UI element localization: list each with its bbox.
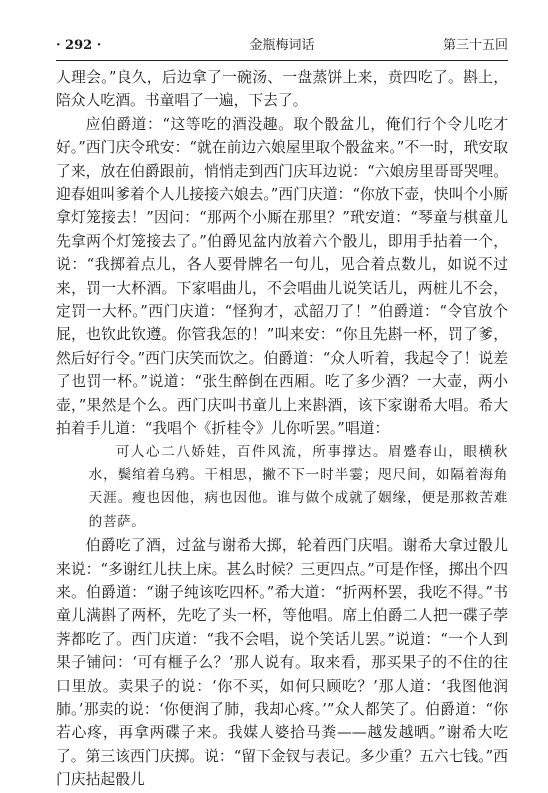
text-body [56,66,508,792]
running-header [56,36,508,56]
paragraph-continued: 人理会。”良久，后边拿了一碗汤、一盘蒸饼上来，贲四吃了。斟上，陪众人吃酒。书童唱了一遍，下去了。 [56,69,508,110]
paragraph: 应伯爵道：“这等吃的酒没趣。取个骰盆儿，俺们行个令儿吃才好。”西门庆令玳安：“就在前边六娘屋里取个骰盆来。”不一时，玳安取了来，放在伯爵跟前，悄悄走到西门庆耳边说：“六娘房里哥哥哭哩。迎春姐叫爹着个人儿接接六娘去。”西门庆道：“你放下壶，快叫个小厮拿灯笼接去！”因问：“那两个小厮在那里？”玳安道：“琴童与棋童儿先拿两个灯笼接去了。”伯爵见盆内放着六个骰儿，即用手拈着一个，说：“我掷着点儿，各人要骨牌名一句儿，见合着点数儿，如说不过来，罚一大杯酒。下家唱曲儿，不会唱曲儿说笑话儿，两桩儿不会，定罚一大杯。”西门庆道：“怪狗才，忒韶刀了！”伯爵道：“令官放个屁，也钦此钦遵。你管我怎的！”叫来安：“你且先斟一杯，罚了爹，然后好行令。”西门庆笑而饮之。伯爵道：“众人听着，我起令了！说差了也罚一杯。”说道：“张生醉倒在西厢。吃了多少酒？一大壶，两小壶，”果然是个么。西门庆叫书童儿上来斟酒，该下家谢希大唱。希大拍着手儿道：“我唱个《折桂令》儿你听罢。”唱道： [56,115,508,438]
paragraph: 伯爵吃了酒，过盆与谢希大掷，轮着西门庆唱。谢希大拿过骰儿来说：“多谢红儿扶上床。甚么时候？三更四点。”可是作怪，掷出个四来。伯爵道：“谢子纯该吃四杯。”希大道：“折两杯罢，我吃不得。”书童儿满斟了两杯，先吃了头一杯，等他唱。席上伯爵二人把一碟子荸荠都吃了。西门庆道：“我不会唱，说个笑话儿罢。”说道：“一个人到果子铺问：‘可有榧子么？’那人说有。取来看，那买果子的不住的往口里放。卖果子的说：‘你不买，如何只顾吃？’那人道：‘我图他润肺。’那卖的说：‘你便润了肺，我却心疼。’”众人都笑了。伯爵道：“你若心疼，再拿两碟子来。我媒人婆拾马粪——越发越晒。”谢希大吃了。第三该西门庆掷。说：“留下金钗与表记。多少重？五六七钱。”西门庆拈起骰儿 [56,537,508,789]
header-rule [56,60,508,61]
song-lyrics: 可人心二八娇娃，百件风流，所事撑达。眉蹙春山，眼横秋水，鬓绾着乌鸦。干相思，撇不下一时半霎；咫尺间，如隔着海角天涯。瘦也因他，病也因他。谁与做个成就了姻缘，便是那救苦难的菩萨。 [88,443,508,530]
chapter-title: 第三十五回 [442,38,508,53]
book-title: 金瓶梅词话 [249,38,315,53]
page-number: · 292 · [56,38,102,53]
